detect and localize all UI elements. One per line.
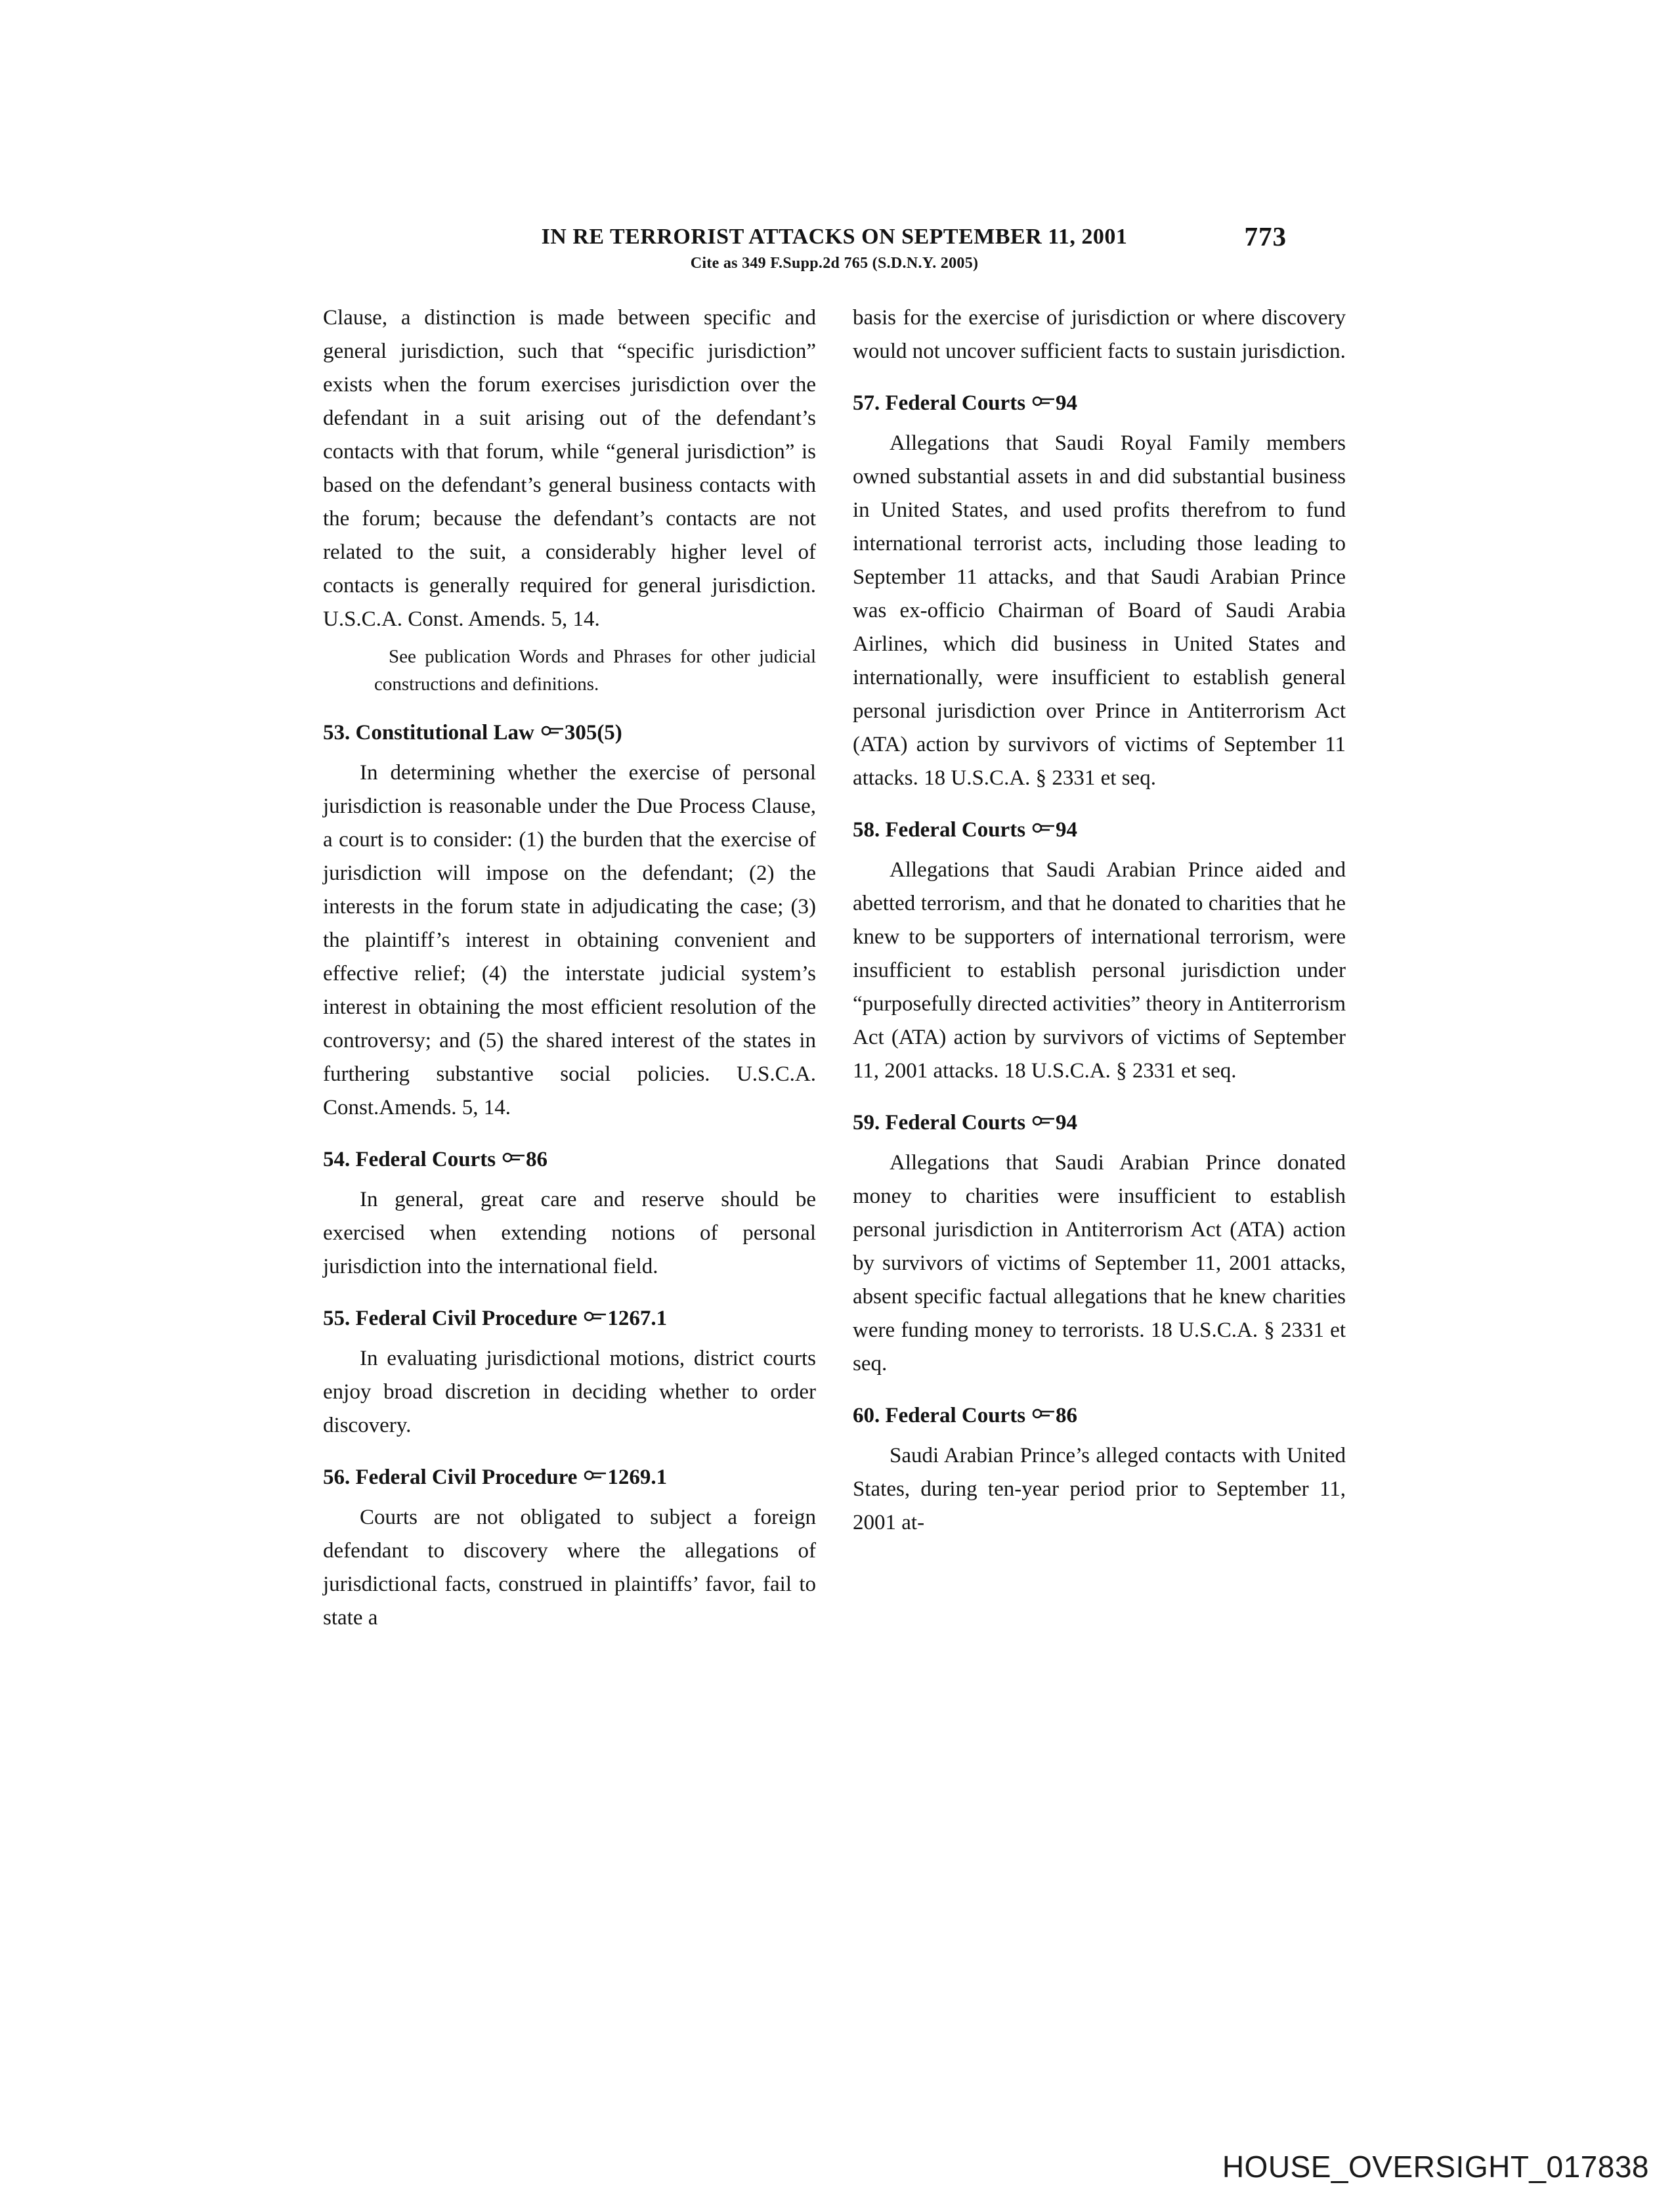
key-number: 305(5) [564, 721, 622, 745]
left-column [323, 301, 816, 1635]
headnote-topic: Federal Courts [885, 818, 1026, 842]
headnote-text: Courts are not obligated to subject a foreign defendant to discovery where the allegations of jurisdictional facts, construed in plaintiffs’ favor, fail to state a [323, 1506, 816, 1630]
headnote-57 [853, 387, 1346, 795]
headnote-number: 56. [323, 1465, 351, 1489]
continuation-paragraph: basis for the exercise of jurisdiction or where discovery would not uncover sufficient facts to sustain jurisdiction. [853, 306, 1346, 363]
key-number-icon [584, 1468, 607, 1483]
headnote-key [577, 1307, 667, 1330]
headnote-text: In general, great care and reserve should be exercised when extending notions of personal jurisdiction into the international field. [323, 1188, 816, 1278]
headnote-key [1025, 391, 1077, 415]
headnote-key [496, 1148, 547, 1171]
headnote-heading [853, 813, 1346, 847]
key-number-icon [1032, 1114, 1056, 1128]
running-head [323, 221, 1346, 251]
key-number-icon [1032, 394, 1056, 408]
key-number-icon [1032, 1406, 1056, 1421]
headnote-text: In evaluating jurisdictional motions, district courts enjoy broad discretion in deciding whether to order discovery. [323, 1347, 816, 1437]
headnote-key [1025, 1111, 1077, 1135]
headnote-54 [323, 1143, 816, 1284]
headnote-55 [323, 1302, 816, 1442]
headnote-key [1025, 1404, 1077, 1427]
headnote-topic: Federal Courts [885, 1111, 1026, 1135]
headnote-number: 58. [853, 818, 880, 842]
headnote-59 [853, 1106, 1346, 1381]
bates-stamp: HOUSE_OVERSIGHT_017838 [1222, 2150, 1649, 2184]
key-number: 1267.1 [607, 1307, 668, 1330]
headnote-number: 59. [853, 1111, 880, 1135]
headnote-topic: Federal Civil Procedure [355, 1465, 578, 1489]
page-number: 773 [1244, 221, 1287, 251]
headnote-heading [853, 1399, 1346, 1433]
headnote-heading [323, 716, 816, 750]
key-number: 86 [1056, 1404, 1078, 1427]
headnote-key [1025, 818, 1077, 842]
headnote-heading [853, 387, 1346, 420]
headnote-heading [323, 1143, 816, 1177]
headnote-number: 54. [323, 1148, 351, 1171]
headnote-text: Allegations that Saudi Royal Family members owned substantial assets in and did substantial business in United States, and used profits therefrom to fund international terrorist acts, including those leading to September 11 attacks, and that Saudi Arabian Prince was ex-officio Chairman of Board of Saudi Arabia Airlines, which did business in United States and internationally, were insufficient to establish general personal jurisdiction over Prince in Antiterrorism Act (ATA) action by survivors of victims of September 11 attacks. 18 U.S.C.A. § 2331 et seq. [853, 431, 1346, 790]
citation-line: Cite as 349 F.Supp.2d 765 (S.D.N.Y. 2005) [690, 255, 979, 272]
headnote-text: Saudi Arabian Prince’s alleged contacts with United States, during ten-year period prior to September 11, 2001 at- [853, 1444, 1346, 1534]
headnote-heading [323, 1302, 816, 1335]
headnote-heading [323, 1461, 816, 1494]
headnote-60 [853, 1399, 1346, 1540]
right-column [853, 301, 1346, 1635]
case-title: IN RE TERRORIST ATTACKS ON SEPTEMBER 11, 2001 [541, 225, 1128, 249]
two-column-body [323, 301, 1346, 1635]
headnote-topic: Federal Civil Procedure [355, 1307, 578, 1330]
headnote-topic: Federal Courts [885, 1404, 1026, 1427]
key-number-icon [584, 1309, 607, 1324]
key-number: 94 [1056, 391, 1078, 415]
headnote-number: 55. [323, 1307, 351, 1330]
key-number: 94 [1056, 1111, 1078, 1135]
headnote-text: Allegations that Saudi Arabian Prince donated money to charities were insufficient to establish personal jurisdiction in Antiterrorism Act (ATA) action by survivors of victims of September 11, 2001 attacks, absent specific factual allegations that he knew charities were funding money to terrorists. 18 U.S.C.A. § 2331 et seq. [853, 1151, 1346, 1376]
headnote-key [577, 1465, 667, 1489]
headnote-text: Allegations that Saudi Arabian Prince aided and abetted terrorism, and that he donated to charities that he knew to be supporters of international terrorism, were insufficient to establish personal jurisdiction under “purposefully directed activities” theory in Antiterrorism Act (ATA) action by survivors of victims of September 11, 2001 attacks. 18 U.S.C.A. § 2331 et seq. [853, 858, 1346, 1083]
headnote-text: In determining whether the exercise of personal jurisdiction is reasonable under the Due Process Clause, a court is to consider: (1) the burden that the exercise of jurisdiction will impose on the defendant; (2) the interests in the forum state in adjudicating the case; (3) the plaintiff’s interest in obtaining convenient and effective relief; (4) the interstate judicial system’s interest in obtaining the most efficient resolution of the controversy; and (5) the shared interest of the states in furthering substantive social policies. U.S.C.A. Const.Amends. 5, 14. [323, 761, 816, 1119]
headnote-56 [323, 1461, 816, 1635]
headnote-number: 57. [853, 391, 880, 415]
headnote-58 [853, 813, 1346, 1088]
headnote-heading [853, 1106, 1346, 1140]
key-number-icon [502, 1150, 526, 1165]
headnote-number: 53. [323, 721, 351, 745]
key-number: 86 [526, 1148, 548, 1171]
headnote-53 [323, 716, 816, 1125]
continuation-paragraph: Clause, a distinction is made between specific and general jurisdiction, such that “specific jurisdiction” exists when the forum exercises jurisdiction over the defendant in a suit arising out of the defendant’s contacts with that forum, while “general jurisdiction” is based on the defendant’s general business contacts with the forum; because the defendant’s contacts are not related to the suit, a considerably higher level of contacts is generally required for general jurisdiction. U.S.C.A. Const. Amends. 5, 14. [323, 306, 816, 631]
headnote-number: 60. [853, 1404, 880, 1427]
headnote-topic: Federal Courts [885, 391, 1026, 415]
headnote-topic: Constitutional Law [355, 721, 534, 745]
headnote-key [534, 721, 622, 745]
page-content [323, 221, 1346, 1635]
key-number: 1269.1 [607, 1465, 668, 1489]
key-number-icon [1032, 821, 1056, 835]
key-number: 94 [1056, 818, 1078, 842]
headnote-topic: Federal Courts [355, 1148, 496, 1171]
key-number-icon [541, 724, 565, 738]
publication-note: See publication Words and Phrases for other judicial constructions and definitions. [374, 646, 816, 695]
